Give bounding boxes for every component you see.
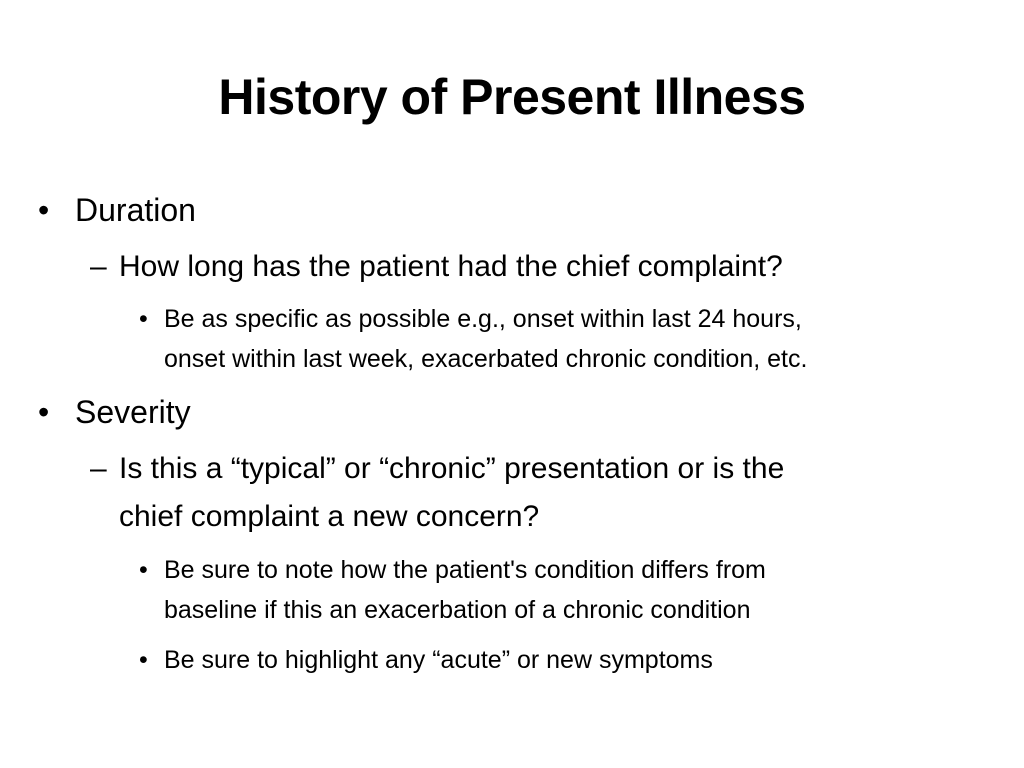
detail-text-line-1: Be as specific as possible e.g., onset within last 24 hours, [164, 305, 802, 333]
sub-item-text: How long has the patient had the chief complaint? [119, 250, 783, 283]
detail-text-line-1: Be sure to note how the patient's condition differs from [164, 556, 766, 584]
slide-title: History of Present Illness [218, 69, 806, 125]
sub-item-text-line-1: Is this a “typical” or “chronic” presentation or is the [119, 452, 785, 485]
bullet-marker: • [38, 394, 50, 430]
bullet-text: Duration [75, 192, 196, 228]
detail-text-line-2: onset within last week, exacerbated chronic condition, etc. [164, 345, 808, 373]
bullet-text: Severity [75, 394, 191, 430]
bullet-marker: • [139, 646, 148, 674]
dash-marker: – [90, 452, 107, 485]
sub-item-text-line-2: chief complaint a new concern? [119, 500, 540, 533]
bullet-marker: • [139, 305, 148, 333]
dash-marker: – [90, 250, 107, 283]
detail-text-line-2: baseline if this an exacerbation of a chronic condition [164, 596, 751, 624]
detail-text-line-1: Be sure to highlight any “acute” or new symptoms [164, 646, 713, 674]
bullet-marker: • [38, 192, 50, 228]
bullet-marker: • [139, 556, 148, 584]
